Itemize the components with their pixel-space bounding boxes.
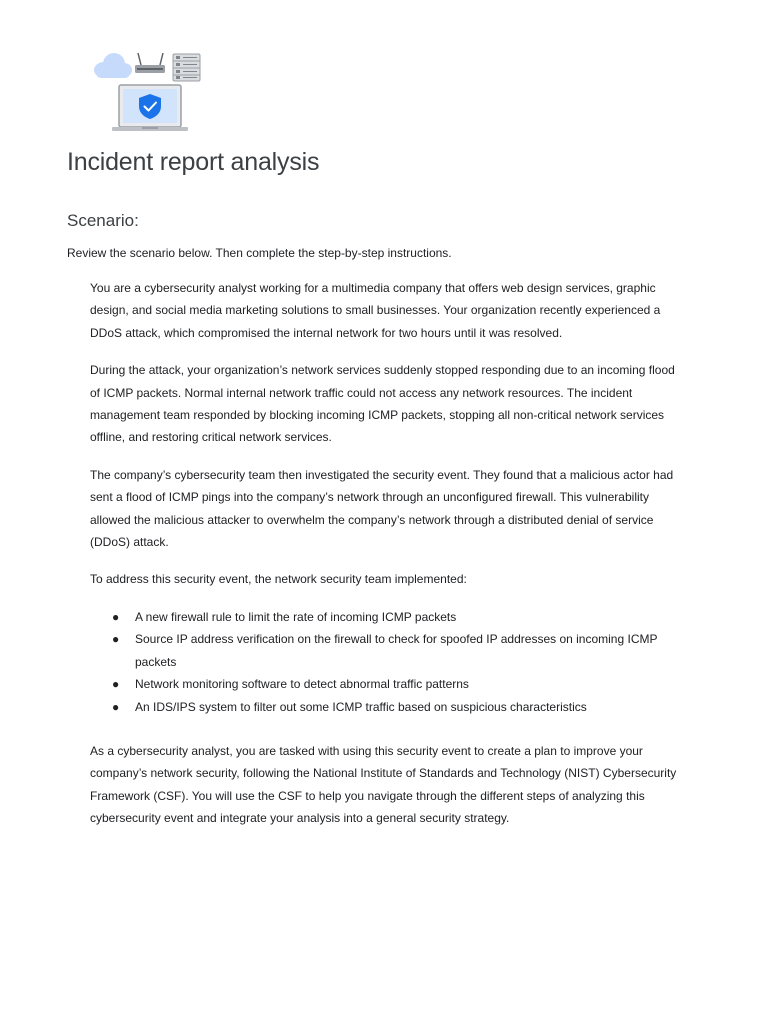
- bullet-icon: ●: [112, 677, 120, 692]
- intro-text: Review the scenario below. Then complete the step-by-step instructions.: [67, 246, 452, 260]
- scenario-paragraph: The company’s cybersecurity team then investigated the security event. They found that a malicious actor had sent a flood of ICMP pings into the company’s network through an unconfigured firewall. This vulnerability allowed the malicious attacker to overwhelm the company’s network through a distributed denial of service (DDoS) attack.: [90, 467, 674, 550]
- bullet-icon: ●: [112, 699, 120, 714]
- bullet-icon: ●: [112, 632, 120, 647]
- list-item-text: An IDS/IPS system to filter out some ICMP traffic based on suspicious characteristics: [135, 699, 587, 714]
- closing-paragraph: As a cybersecurity analyst, you are tasked with using this security event to create a plan to improve your company’s network security, following the National Institute of Standards and Technology (NIST) Cybersecurity Framework (CSF). You will use the CSF to help you navigate through the different steps of analyzing this cybersecurity event and integrate your analysis into a general security strategy.: [90, 743, 677, 826]
- list-item: [112, 628, 682, 673]
- scenario-paragraph: You are a cybersecurity analyst working for a multimedia company that offers web design services, graphic design, and social media marketing solutions to small businesses. Your organization recently experienced a DDoS attack, which compromised the internal network for two hours until it was resolved.: [90, 281, 661, 340]
- page-title: Incident report analysis: [67, 148, 320, 176]
- list-item-text: A new firewall rule to limit the rate of incoming ICMP packets: [135, 609, 457, 624]
- list-item-text: Network monitoring software to detect abnormal traffic patterns: [135, 677, 469, 692]
- list-item: [112, 696, 682, 718]
- list-item: [112, 606, 682, 628]
- scenario-paragraph: During the attack, your organization’s network services suddenly stopped responding due to an incoming flood of ICMP packets. Normal internal network traffic could not access any network resources. The incident management team responded by blocking incoming ICMP packets, stopping all non-critical network services offline, and restoring critical network services.: [90, 363, 675, 445]
- cloud-icon: [94, 53, 132, 78]
- list-item: [112, 673, 682, 695]
- scenario-paragraph: To address this security event, the network security team implemented:: [90, 572, 467, 587]
- scenario-body: [90, 277, 682, 845]
- mitigation-list: [90, 606, 682, 718]
- router-icon: [135, 53, 165, 73]
- section-heading-scenario: Scenario:: [67, 211, 139, 230]
- bullet-icon: ●: [112, 609, 120, 624]
- server-icon: [173, 54, 200, 81]
- list-item-text: Source IP address verification on the firewall to check for spoofed IP addresses on incoming ICMP packets: [135, 632, 658, 669]
- security-header-illustration: [92, 50, 202, 132]
